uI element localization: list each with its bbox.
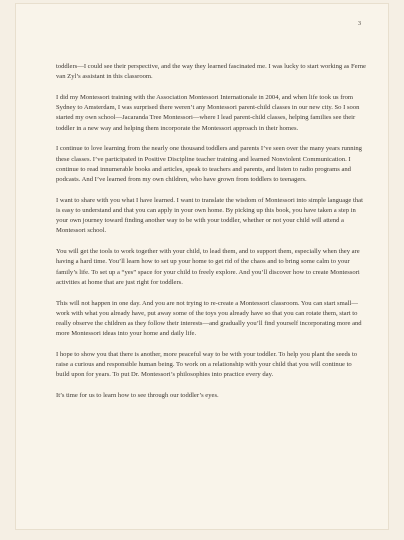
paragraph-2: I did my Montessori training with the Association Montessori Internationale in 2004, and when life took us from Sydney to Amsterdam, I was surprised there weren’t any Montessori parent-child classes in our new city. So I soon started my own school—Jacaranda Tree Montessori—where I lead parent-child classes, helping families see their toddler in a new way and helping them incorporate the Montessori approach in their homes. [56, 94, 360, 132]
paragraph-6: This will not happen in one day. And you are not trying to re-create a Montessori classroom. You can start small—work with what you already have, put away some of the toys you already have so that you can rotate them, start to really observe the children as they follow their interests—and gradually you’ll find yourself incorporating more and more Montessori ideas into your home and daily life. [56, 299, 362, 338]
paragraph-3: I continue to love learning from the nearly one thousand toddlers and parents I’ve seen over the many years running these classes. I’ve participated in Positive Discipline teacher training and learned Nonviolent Communication. I continue to read innumerable books and articles, speak to teachers and parents, and listen to radio programs and podcasts. And I’ve learned from my own children, who have grown from toddlers to teenagers. [56, 145, 362, 184]
paragraph-8: It’s time for us to learn how to see through our toddler’s eyes. [56, 392, 219, 400]
paragraph-4: I want to share with you what I have learned. I want to translate the wisdom of Montessori into simple language that is easy to understand and that you can apply in your own home. By picking up this book, you have taken a step in your own journey toward finding another way to be with your toddler, whether or not your child will attend a Montessori school. [56, 196, 363, 235]
paragraph-5: You will get the tools to work together with your child, to lead them, and to support them, especially when they are having a hard time. You’ll learn how to set up your home to get rid of the chaos and to bring some calm to your family’s life. To set up a “yes” space for your child to freely explore. And you’ll discover how to create Montessori activities at home that are just right for toddlers. [56, 248, 360, 286]
page-body-text [56, 62, 366, 412]
paragraph-7: I hope to show you that there is another, more peaceful way to be with your toddler. To help you plant the seeds to raise a curious and responsible human being. To work on a relationship with your child that you will continue to build upon for years. To put Dr. Montessori’s philosophies into practice every day. [56, 351, 358, 379]
paragraph-1: toddlers—I could see their perspective, and the way they learned fascinated me. I was lucky to start working as Ferne van Zyl’s assistant in this classroom. [56, 63, 366, 81]
page-number: 3 [358, 21, 361, 27]
